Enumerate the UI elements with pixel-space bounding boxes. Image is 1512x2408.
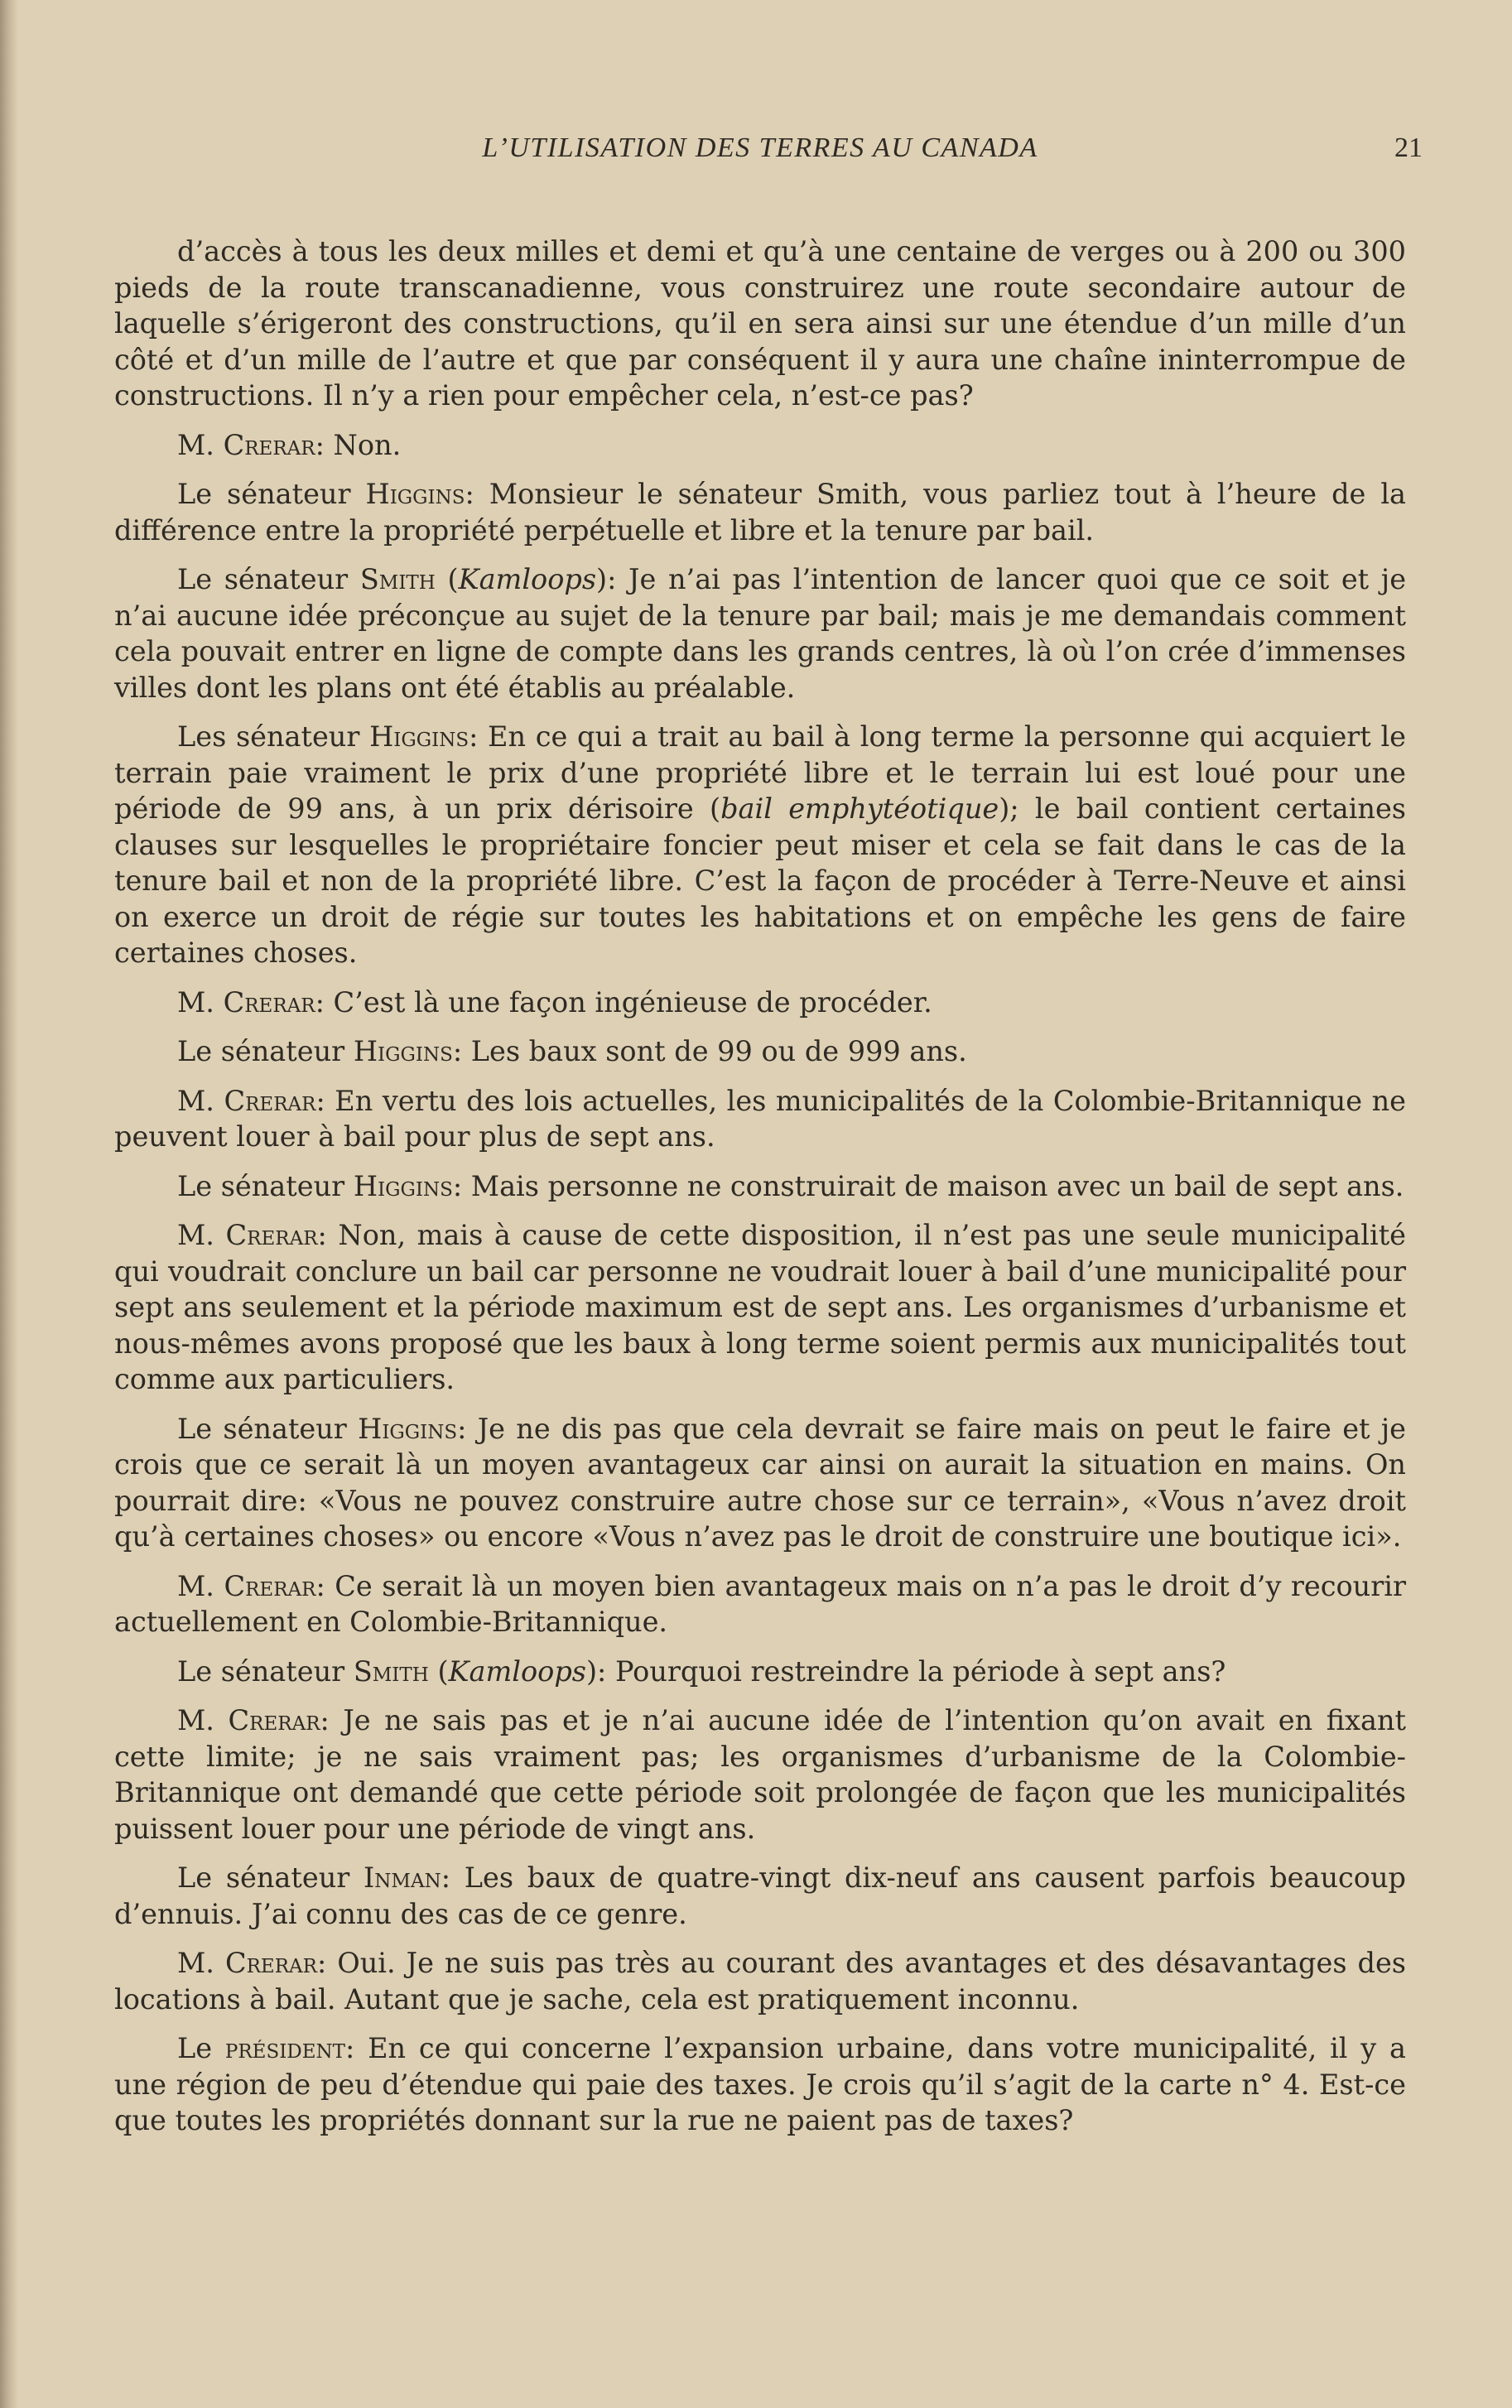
speaker (177, 1704, 330, 1736)
paragraph-text: Les baux sont de 99 ou de 999 ans. (462, 1035, 967, 1067)
italic-term: bail emphytéotique (720, 792, 999, 825)
speaker-colon: : (469, 720, 479, 753)
speaker-colon: : (441, 1861, 450, 1894)
speaker-name: Crerar (224, 1569, 316, 1602)
running-header (114, 132, 1423, 182)
speech-paragraph (114, 1945, 1406, 2017)
speaker (177, 1035, 462, 1067)
speaker-riding: Kamloops (458, 563, 597, 595)
speaker-colon: : (315, 1084, 325, 1117)
speaker (177, 2032, 354, 2064)
speaker-title: Le sénateur (177, 1654, 354, 1688)
speaker-title: Le sénateur (177, 1035, 354, 1067)
speech-paragraph (114, 1411, 1406, 1555)
speaker (177, 986, 325, 1019)
speaker (177, 1219, 327, 1251)
speaker (177, 1170, 462, 1202)
page-binding-shadow (0, 0, 18, 2408)
paragraph-text: Pourquoi restreindre la période à sept ans? (606, 1654, 1226, 1688)
speaker-name: Higgins (369, 720, 469, 753)
speaker-name: Higgins (353, 1169, 453, 1202)
speaker (177, 1085, 325, 1117)
speaker-title: Le sénateur (177, 1861, 364, 1894)
speaker-colon: : (345, 2032, 355, 2064)
speaker-colon: : (315, 428, 325, 461)
paragraph-text: En vertu des lois actuelles, les municipalités de la Colombie-Britannique ne peuvent louer à bail pour plus de sept ans. (114, 1084, 1406, 1153)
paragraph-text-continued: ); le bail contient certaines clauses sur lesquelles le propriétaire foncier peut miser et cela se fait dans le cas de la tenure bail et non de la propriété libre. C’est la façon de procéder à Terre-Neuve et ainsi on exerce un droit de régie sur toutes les habitations et on empêche les gens de faire certaines choses. (114, 792, 1406, 969)
speaker-title: Le sénateur (177, 563, 360, 595)
paragraph-text: Je ne sais pas et je n’ai aucune idée de l’intention qu’on avait en fixant cette limite; je ne sais vraiment pas; les organismes d’urbanisme de la Colombie-Britannique ont demandé que cette période soit prolongée de façon que les municipalités puissent louer pour une période de vingt ans. (114, 1704, 1406, 1845)
paragraph-text: Ce serait là un moyen bien avantageux mais on n’a pas le droit d’y recourir actuellement en Colombie-Britannique. (114, 1569, 1406, 1638)
body-text (114, 234, 1406, 2139)
speech-paragraph (114, 476, 1406, 548)
speech-paragraph (114, 1217, 1406, 1398)
speech-paragraph (114, 2030, 1406, 2139)
speech-paragraph (114, 1654, 1406, 1690)
page (114, 132, 1423, 2152)
speaker-colon: : (315, 1569, 325, 1602)
speaker-name: Crerar (223, 428, 315, 461)
speaker-name: Smith (359, 563, 436, 595)
speaker-name: Crerar (225, 1219, 318, 1251)
speaker (177, 720, 478, 753)
speaker (177, 1413, 466, 1445)
running-title: L’UTILISATION DES TERRES AU CANADA (482, 132, 1038, 163)
speech-paragraph (114, 1033, 1406, 1070)
paragraph-text: En ce qui a trait au bail à long terme la personne qui acquiert le terrain paie vraiment le prix d’une propriété libre et le terrain lui est loué pour une période de 99 ans, à un prix dérisoire ( (114, 720, 1406, 825)
speaker-name: Crerar (224, 1947, 317, 1979)
speaker-name: Crerar (224, 1084, 316, 1117)
speaker: Le sénateur Smith (Kamloops): (177, 1654, 607, 1688)
paragraph-text: Les baux de quatre-vingt dix-neuf ans causent parfois beaucoup d’ennuis. J’ai connu des cas de ce genre. (114, 1861, 1406, 1930)
speaker-colon: : (457, 1412, 467, 1445)
speaker (177, 1861, 450, 1894)
speaker-colon: : (315, 985, 325, 1019)
speaker-riding: Kamloops (448, 1654, 586, 1688)
speaker (177, 1570, 325, 1602)
speech-paragraph (114, 561, 1406, 706)
speech-paragraph (114, 985, 1406, 1021)
speaker-title: Les sénateur (177, 720, 370, 753)
speaker: Le sénateur Smith (Kamloops): (177, 563, 617, 595)
speaker-colon: : (316, 1947, 327, 1979)
paragraph-text: Mais personne ne construirait de maison avec un bail de sept ans. (462, 1169, 1404, 1202)
continuation-paragraph (114, 234, 1406, 414)
speech-paragraph (114, 1083, 1406, 1155)
speaker (177, 1947, 326, 1979)
speaker-title: M. (177, 1704, 229, 1736)
speaker-title: Le sénateur (177, 478, 366, 510)
speaker-title: Le (177, 2032, 225, 2064)
speaker-colon: : (317, 1219, 327, 1251)
paragraph-text: C’est là une façon ingénieuse de procéder. (324, 985, 932, 1019)
speech-paragraph (114, 1568, 1406, 1640)
speaker-title: M. (177, 1947, 225, 1979)
speech-paragraph (114, 427, 1406, 464)
speech-paragraph (114, 719, 1406, 971)
paragraph-text: Je n’ai pas l’intention de lancer quoi que ce soit et je n’ai aucune idée préconçue au sujet de la tenure par bail; mais je me demandais comment cela pouvait entrer en ligne de compte dans les grands centres, là où l’on crée d’immenses villes dont les plans ont été établis au préalable. (114, 563, 1407, 704)
speaker-colon: : (607, 563, 617, 595)
speaker-colon: : (465, 478, 474, 510)
speaker-colon: : (320, 1704, 330, 1736)
speaker-title: Le sénateur (177, 1169, 354, 1202)
speaker-name: Crerar (228, 1704, 320, 1736)
speaker-name: Inman (364, 1861, 441, 1894)
speaker-title: M. (177, 1219, 226, 1251)
speech-paragraph (114, 1860, 1406, 1932)
speaker-name: Higgins (365, 478, 465, 510)
paragraph-text: Non. (324, 428, 402, 461)
speaker-name: Crerar (223, 985, 315, 1019)
speaker (177, 478, 474, 510)
speaker (177, 429, 325, 461)
speaker-colon: : (452, 1035, 463, 1067)
speaker-title: M. (177, 428, 224, 461)
paragraph-text: d’accès à tous les deux milles et demi et qu’à une centaine de verges ou à 200 ou 300 pieds de la route transcanadienne, vous construirez une route secondaire autour de laquelle s’érigeront des constructions, qu’il en sera ainsi sur une étendue d’un mille d’un côté et d’un mille de l’autre et que par conséquent il y aura une chaîne ininterrompue de constructions. Il n’y a rien pour empêcher cela, n’est-ce pas? (114, 235, 1406, 412)
speaker-colon: : (452, 1169, 463, 1202)
speaker-name: Higgins (353, 1035, 453, 1067)
speech-paragraph (114, 1168, 1406, 1205)
paragraph-text: Monsieur le sénateur Smith, vous parliez tout à l’heure de la différence entre la propriété perpétuelle et libre et la tenure par bail. (114, 478, 1407, 547)
speaker-title: M. (177, 985, 224, 1019)
paragraph-text: Je ne dis pas que cela devrait se faire mais on peut le faire et je crois que ce serait là un moyen avantageux car ainsi on aurait la situation en mains. On pourrait dire: «Vous ne pouvez construire autre chose sur ce terrain», «Vous n’avez droit qu’à certaines choses» ou encore «Vous n’avez pas le droit de construire une boutique ici». (114, 1412, 1406, 1553)
paragraph-text: Non, mais à cause de cette disposition, il n’est pas une seule municipalité qui voudrait conclure un bail car personne ne voudrait louer à bail d’une municipalité pour sept ans seulement et la période maximum est de sept ans. Les organismes d’urbanisme et nous-mêmes avons proposé que les baux à long terme soient permis aux municipalités tout comme aux particuliers. (114, 1219, 1406, 1395)
speaker-colon: : (597, 1654, 607, 1688)
speaker-name: président (224, 2032, 345, 2064)
speaker-title: Le sénateur (177, 1412, 359, 1445)
speaker-name: Higgins (358, 1412, 458, 1445)
speaker-title: M. (177, 1569, 224, 1602)
paragraph-text: En ce qui concerne l’expansion urbaine, dans votre municipalité, il y a une région de peu d’étendue qui paie des taxes. Je crois qu’il s’agit de la carte n° 4. Est-ce que toutes les propriétés donnant sur la rue ne paient pas de taxes? (114, 2032, 1406, 2136)
speaker-name: Smith (353, 1654, 429, 1688)
page-number: 21 (1394, 132, 1423, 163)
speech-paragraph (114, 1702, 1406, 1847)
speaker-title: M. (177, 1084, 224, 1117)
paragraph-text: Oui. Je ne suis pas très au courant des avantages et des désavantages des locations à bail. Autant que je sache, cela est pratiquement inconnu. (114, 1947, 1406, 2015)
